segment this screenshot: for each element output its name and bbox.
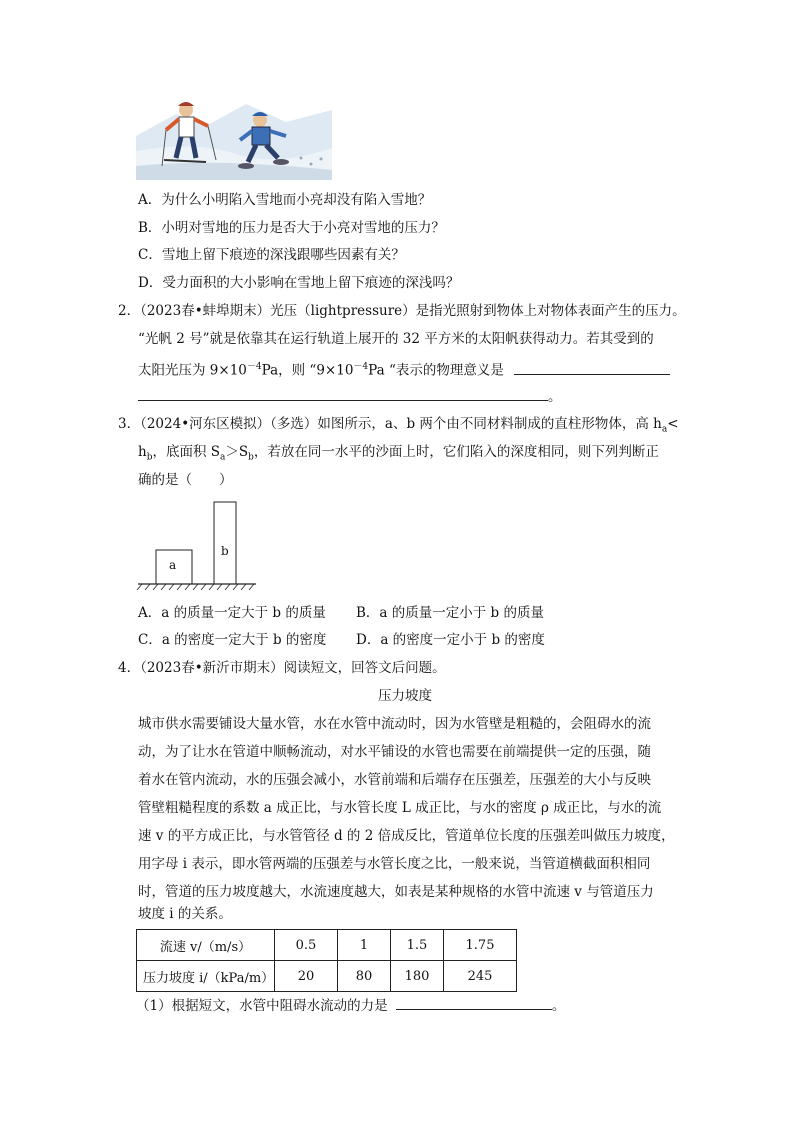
q1-option-a: A．为什么小明陷入雪地而小亮却没有陷入雪地？ (138, 192, 432, 208)
q2-end: 。 (548, 389, 562, 405)
q2-line-4 (138, 386, 562, 407)
q2-answer-blank[interactable] (514, 360, 670, 375)
q4-para-line: 坡度 i 的关系。 (138, 906, 232, 922)
q3-option-b: B．a 的质量一定小于 b 的质量 (356, 605, 544, 621)
q3-line-2-c: ，若放在同一水平的沙面上时，它们陷入的深度相同，则下列判断正 (253, 444, 659, 460)
q2-exponent-2: －4 (353, 362, 369, 372)
q3-sub-b-2: b (248, 452, 254, 463)
blocks-on-sand-diagram (136, 498, 260, 594)
q3-option-a: A．a 的质量一定大于 b 的质量 (138, 605, 326, 621)
q4-para-line: 管壁粗糙程度的系数 a 成正比，与水管长度 L 成正比，与水的密度 ρ 成正比，与水的流 (138, 800, 662, 816)
q3-line-2 (138, 442, 659, 468)
q2-line-3-c: Pa “表示的物理意义是 (368, 362, 504, 379)
table-cell: 245 (444, 961, 517, 992)
q4-para-line: 动，为了让水在管道中顺畅流动，对水平铺设的水管也需要在前端提供一定的压强，随 (138, 744, 651, 760)
q2-line-3-b: Pa，则 “9×10 (261, 362, 354, 379)
q3-lt: < (667, 416, 679, 432)
q4-para-line: 速 v 的平方成正比，与水管管径 d 的 2 倍成反比，管道单位长度的压强差叫做压力坡度， (138, 828, 675, 844)
q3-h: h (138, 444, 147, 460)
q3-diagram (136, 498, 260, 594)
table-cell: 1 (338, 930, 391, 961)
q4-sub1-answer-blank[interactable] (396, 995, 552, 1010)
table-cell: 0.5 (275, 930, 338, 961)
q4-sub1 (136, 995, 565, 1016)
table-row (137, 930, 517, 961)
table-cell: 180 (391, 961, 444, 992)
q4-sub1-end: 。 (551, 998, 566, 1014)
q1-option-c: C．雪地上留下痕迹的深浅跟哪些因素有关？ (138, 247, 405, 263)
block-b-label: b (221, 544, 229, 558)
ground-hatching (137, 584, 254, 590)
q3-line-3: 确的是（ ） (138, 472, 233, 488)
table-header-cell: 压力坡度 i/（kPa/m） (137, 961, 275, 992)
q2-line-3-a: 太阳光压为 9×10 (138, 362, 247, 379)
skiers-image (136, 96, 332, 180)
q4-para-line: 用字母 i 表示，即水管两端的压强差与水管长度之比，一般来说，当管道横截面积相同 (138, 856, 651, 872)
q2-answer-blank-2[interactable] (138, 386, 548, 401)
block-a-label: a (169, 558, 177, 572)
skiers-illustration (136, 96, 332, 180)
table-cell: 1.5 (391, 930, 444, 961)
table-cell: 20 (275, 961, 338, 992)
q3-line-1 (118, 414, 679, 440)
table-header-cell: 流速 v/（m/s） (137, 930, 275, 961)
q1-option-d: D．受力面积的大小影响在雪地上留下痕迹的深浅吗？ (138, 275, 460, 291)
q2-line-1: 2．（2023春•蚌埠期末）光压（lightpressure）是指光照射到物体上对物体表面产生的压力。 (118, 303, 686, 319)
q3-line-1-text: 3．（2024•河东区模拟）（多选）如图所示，a、b 两个由不同材料制成的直柱形物体，高 h (118, 416, 662, 432)
q2-line-2: “光帆 2 号”就是依靠其在运行轨道上展开的 32 平方米的太阳帆获得动力。若其受到的 (138, 331, 654, 347)
q3-gt: ＞S (225, 444, 249, 460)
table-row (137, 961, 517, 992)
block-b (214, 502, 236, 584)
q4-intro: 4．（2023春•新沂市期末）阅读短文，回答文后问题。 (118, 660, 446, 676)
table-cell: 80 (338, 961, 391, 992)
q3-sub-b: b (146, 452, 153, 463)
q3-sub-a-2: a (220, 452, 226, 463)
q3-option-d: D．a 的密度一定小于 b 的密度 (356, 632, 545, 648)
q4-title: 压力坡度 (378, 688, 432, 704)
table-cell: 1.75 (444, 930, 517, 961)
q3-line-2-b: ，底面积 S (152, 444, 221, 460)
q1-option-b: B．小明对雪地的压力是否大于小亮对雪地的压力？ (138, 220, 445, 236)
q4-sub1-text: （1）根据短文，水管中阻碍水流动的力是 (136, 998, 388, 1014)
q2-exponent-1: －4 (246, 362, 262, 372)
q4-table (136, 929, 517, 992)
q4-para-line: 着水在管内流动，水的压强会减小，水管前端和后端存在压强差，压强差的大小与反映 (138, 772, 651, 788)
q2-line-3 (138, 357, 670, 381)
q4-para-line: 时，管道的压力坡度越大，水流速度越大，如表是某种规格的水管中流速 v 与管道压力 (138, 884, 654, 900)
q3-sub-a: a (661, 424, 668, 435)
q4-para-line: 城市供水需要铺设大量水管，水在水管中流动时，因为水管壁是粗糙的，会阻碍水的流 (138, 716, 651, 732)
q3-option-c: C．a 的密度一定大于 b 的密度 (138, 632, 327, 648)
